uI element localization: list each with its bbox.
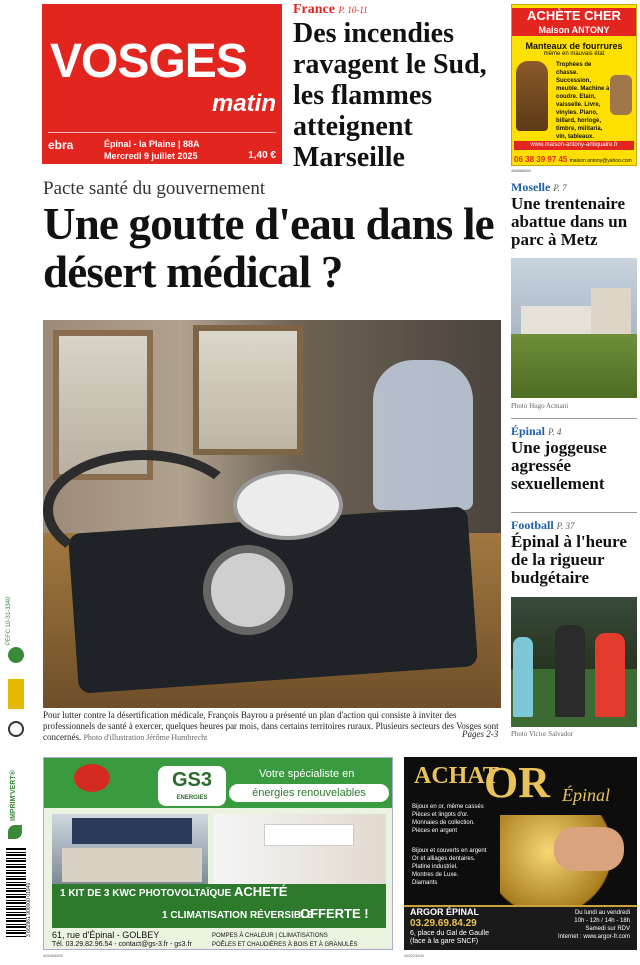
section-name: Football — [511, 518, 554, 532]
section-label — [511, 424, 637, 439]
page-ref: P. 10-11 — [338, 5, 368, 15]
ad-services: POMPES À CHALEUR | CLIMATISATIONS POÊLES ET CHAUDIÈRES À BOIS ET À GRANULÉS — [212, 933, 358, 948]
ad-hours: Du lundi au vendredi 10h - 12h / 14h - 18h Samedi sur RDV Internet : www.argor-fr.com — [557, 910, 630, 940]
side-marks — [4, 585, 30, 945]
stethoscope-tube — [43, 450, 243, 570]
photo-credit: Photo d'illustration Jérôme Humbrecht — [83, 733, 208, 742]
ad-argor[interactable] — [404, 757, 637, 950]
gs3-logo — [158, 766, 226, 806]
section-label — [511, 518, 637, 533]
doctor-figure — [373, 360, 473, 510]
ad-gs3[interactable] — [43, 757, 393, 950]
ebra-logo: ebra — [48, 138, 74, 152]
main-headline[interactable]: Une goutte d'eau dans le désert médical ? — [43, 199, 494, 297]
page-ref: P. 4 — [548, 427, 562, 437]
pefc-label: PEFC 10-31-3340 — [6, 596, 12, 645]
ad-phone: Tél. 03.29.82.96.54 - contact@gs-3.fr - gs3.fr — [52, 941, 192, 948]
ad-line2: même en mauvais état — [543, 51, 605, 57]
ad-line1: Manteaux de fourrures — [525, 41, 623, 51]
page-ref: P. 37 — [556, 521, 575, 531]
story-headline: Épinal à l'heure de la rigueur budgétaire — [511, 532, 627, 587]
ad-antony[interactable] — [511, 4, 637, 166]
main-photo — [43, 320, 501, 708]
pressure-gauge — [233, 470, 343, 540]
masthead[interactable] — [42, 4, 282, 164]
price: 1,40 € — [248, 150, 276, 161]
ad-title: ACHÈTE CHER — [512, 8, 636, 24]
ad-code: 455458800 — [43, 953, 64, 958]
ad-list2: Bijoux et couverts en argent Or et alliages dentaires. Platine industriel. Montres de Luxe. Diamants — [412, 848, 487, 886]
football-photo — [511, 597, 637, 727]
barcode — [6, 847, 26, 937]
story-headline: Une joggeuse agressée sexuellement — [511, 438, 607, 493]
divider — [511, 418, 637, 419]
top-story-section — [293, 2, 368, 18]
story-football[interactable] — [511, 518, 637, 587]
divider — [511, 512, 637, 513]
top-story-headline[interactable]: Des incendies ravagent le Sud, les flammes atteignent Marseille — [293, 18, 487, 173]
ad-or: OR — [484, 758, 550, 807]
ad-email: maison.antony@yahoo.com — [569, 158, 632, 164]
section-label: France — [293, 2, 335, 17]
page-ref: P. 7 — [553, 183, 567, 193]
edition-info — [104, 138, 200, 162]
ladybug-icon — [74, 764, 110, 792]
hand-image — [554, 827, 624, 871]
story-headline: Une trentenaire abattue dans un parc à Metz — [511, 194, 628, 249]
ad-code: 455224400 — [404, 953, 425, 958]
caption-text: Pour lutter contre la désertification médicale, François Bayrou a présenté un plan d'action qui consiste à inviter des professionnels de santé à exercer, quelques heures par mois, dans certains territoires ruraux. Plusieurs secteurs des Vosges sont concernés. — [43, 710, 499, 742]
ad-website: www.maison-antony-antiquaire.fr — [514, 141, 634, 150]
ad-contact — [514, 155, 634, 164]
pefc-icon — [8, 647, 24, 663]
ad-tagline2: énergies renouvelables — [229, 784, 389, 802]
barcode-number: 3 662961 900000 01940 — [26, 882, 32, 937]
fur-coat-image — [516, 61, 548, 131]
ad-subtitle: Maison ANTONY — [512, 24, 636, 36]
brand: GS3 — [171, 769, 213, 791]
photo-credit: Photo Hugo Acmani — [511, 402, 569, 410]
offer1: 1 KIT DE 3 KWC PHOTOVOLTAÏQUE — [60, 888, 232, 899]
ad-code: 456868800 — [511, 168, 532, 173]
main-kicker: Pacte santé du gouvernement — [43, 178, 266, 199]
section-name: Épinal — [511, 424, 546, 438]
triman-icon — [8, 721, 24, 737]
brand-sub: ENERGIES — [176, 795, 208, 801]
window — [193, 325, 303, 455]
imprim-vert-label: IMPRIM'VERT® — [10, 770, 17, 821]
ad-address: 61, rue d'Épinal - GOLBEY — [52, 930, 160, 940]
leaf-icon — [8, 825, 22, 839]
ad-tagline: Votre spécialiste en — [259, 768, 355, 780]
section-name: Moselle — [511, 180, 551, 194]
masthead-divider — [48, 132, 276, 133]
ad-name: ARGOR ÉPINAL — [410, 907, 480, 917]
deer-trophy-image — [610, 75, 632, 115]
issue-date: Mercredi 9 juillet 2025 — [104, 151, 198, 161]
offer2: 1 CLIMATISATION RÉVERSIBLE — [162, 910, 314, 921]
ad-items: Trophées de chasse. Succession, meuble. Machine à coudre. Etain, vaisselle. Livre, vinyles. Piano, billard, horloge, timbre, militaria, vin, tableaux. — [556, 62, 610, 140]
logo-sub: matin — [211, 90, 276, 117]
main-page-ref: Pages 2-3 — [462, 729, 499, 739]
edition: Épinal - la Plaine | 88A — [104, 139, 200, 149]
offer1-badge: ACHETÉ — [234, 884, 288, 899]
solar-house-image — [52, 814, 208, 884]
ad-achat: ACHAT — [414, 763, 499, 789]
ad-phone: 03.29.69.84.29 — [410, 918, 477, 929]
stethoscope-chestpiece — [203, 545, 293, 635]
photo-credit: Photo Victor Salvador — [511, 730, 574, 738]
ad-address: 6, place du Gal de Gaulle (face à la gare SNCF) — [410, 930, 489, 945]
ad-phone: 06 38 39 97 45 — [514, 155, 568, 164]
aircon-image — [214, 814, 386, 884]
story-moselle[interactable] — [511, 180, 637, 249]
story-epinal[interactable] — [511, 424, 637, 493]
recycle-icon — [8, 679, 24, 709]
logo: VOSGES — [50, 35, 247, 88]
offer2-badge: OFFERTE ! — [300, 906, 369, 921]
ad-list1: Bijoux en or, même cassés Pièces et lingots d'or. Monnaies de collection. Pièces en argent — [412, 804, 484, 834]
metz-photo — [511, 258, 637, 398]
main-caption — [43, 710, 501, 743]
section-label — [511, 180, 637, 195]
ad-city: Épinal — [562, 785, 610, 805]
